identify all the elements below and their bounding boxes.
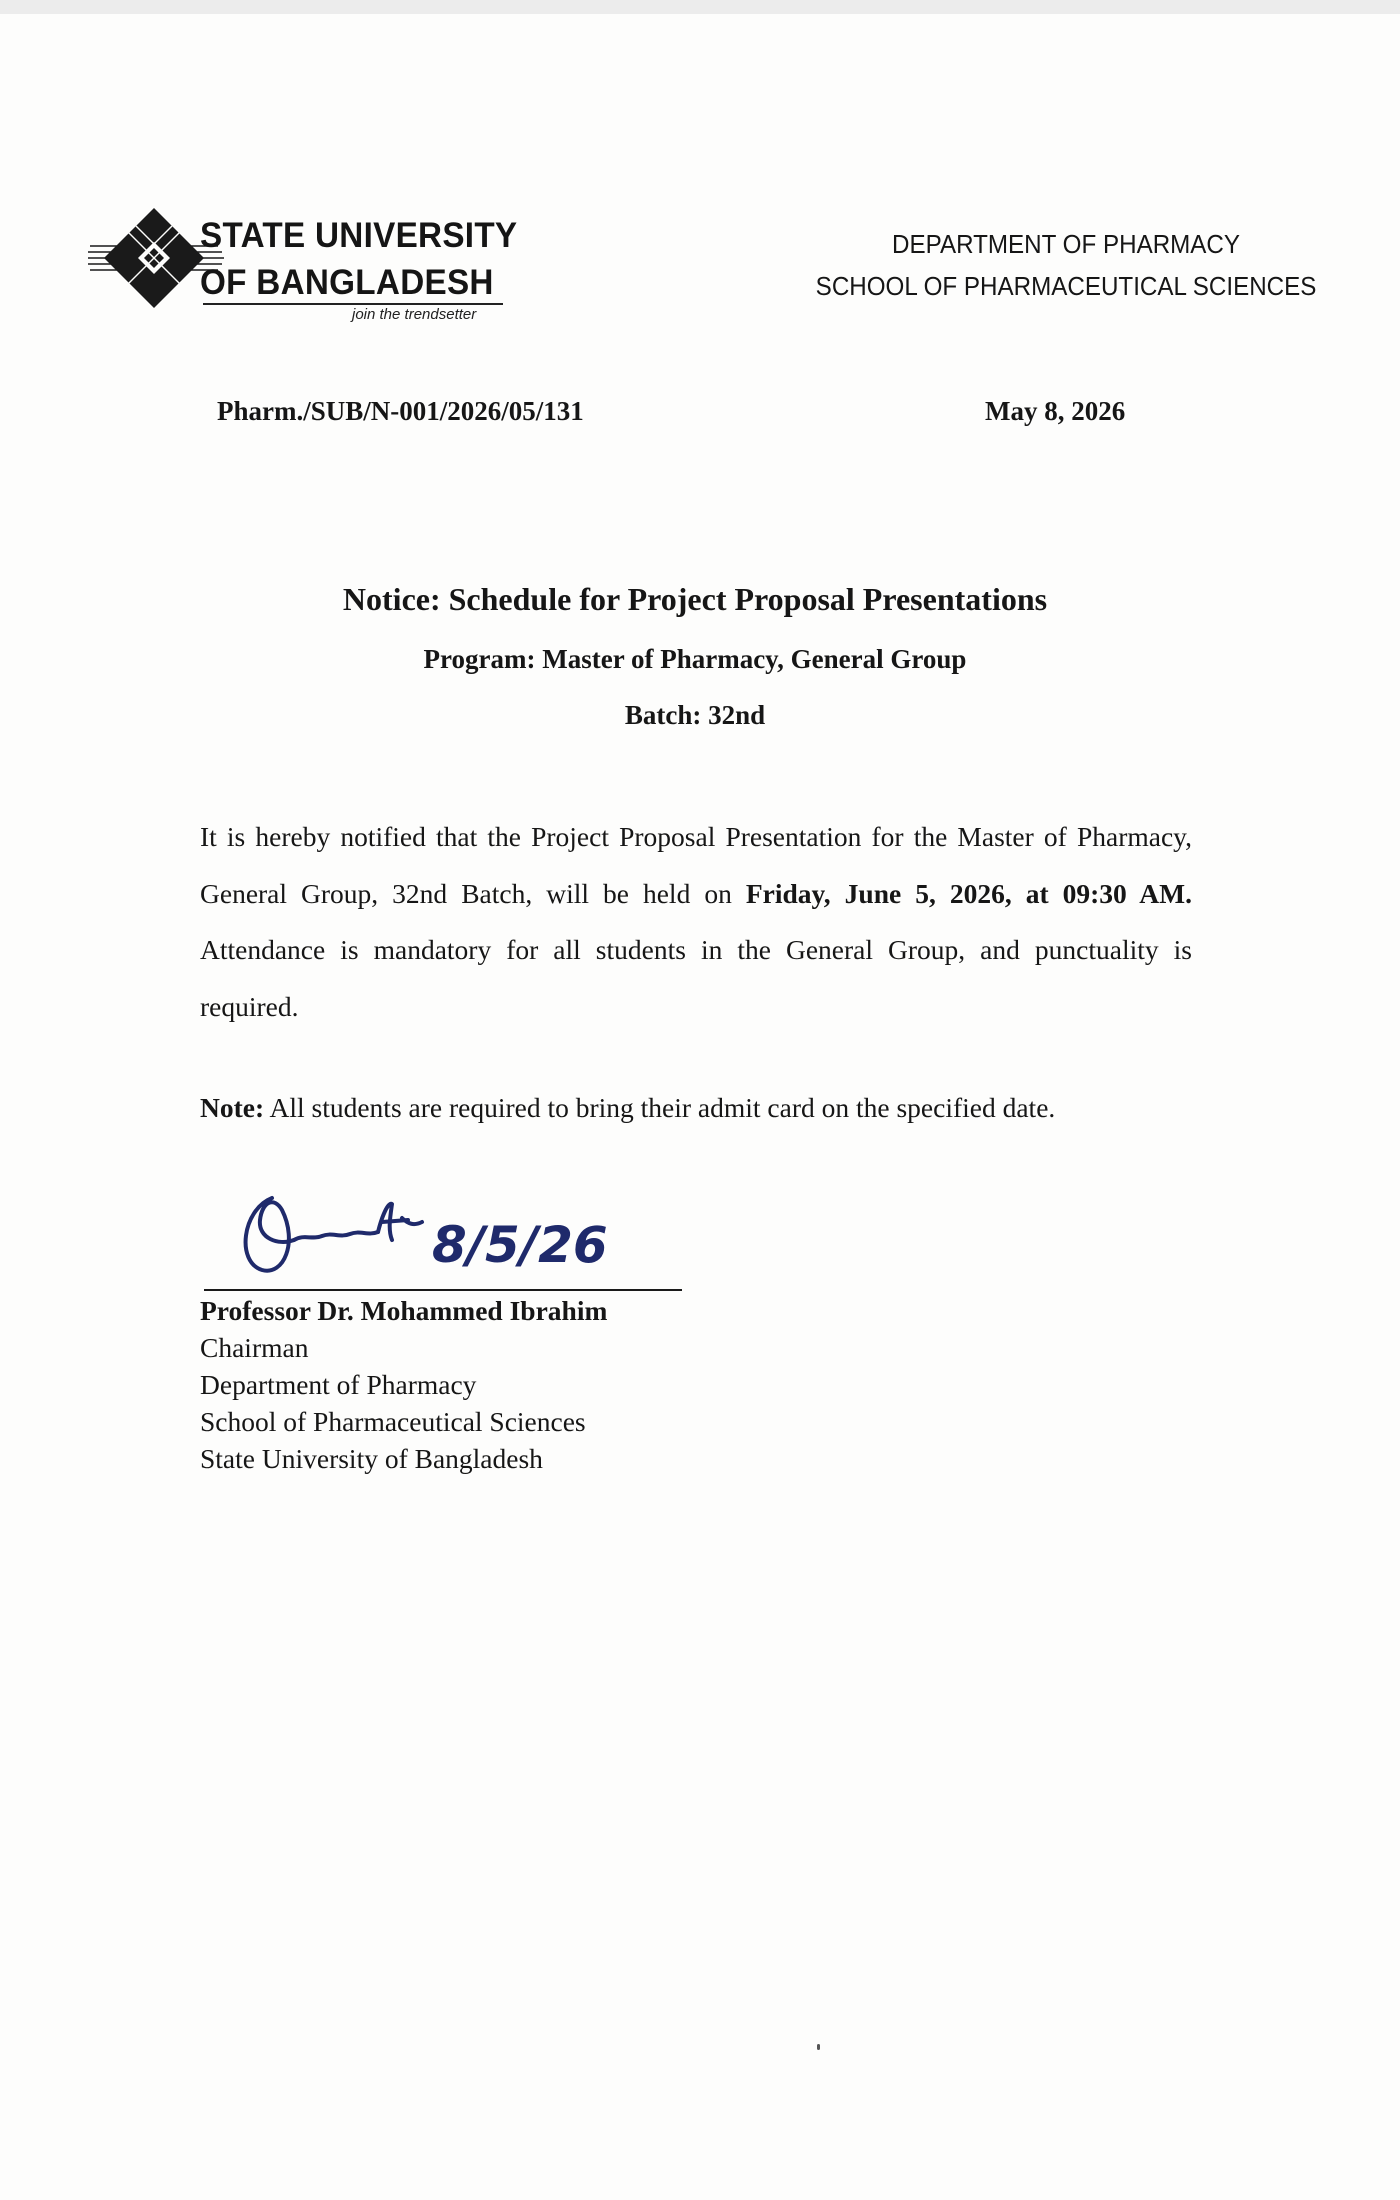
reference-number: Pharm./SUB/N-001/2026/05/131 [217,396,584,426]
signature-date: 8/5/26 [432,1216,608,1274]
note [200,1088,1055,1128]
notice-page [0,14,1400,2200]
signatory-department: Department of Pharmacy [200,1369,477,1400]
signatory-university: State University of Bangladesh [200,1443,543,1474]
notice-title: Notice: Schedule for Project Proposal Presentations [342,581,1048,617]
signatory-name: Professor Dr. Mohammed Ibrahim [200,1295,608,1326]
notice-body-outro: Attendance is mandatory for all students in the General Group, and punctuality is required. [200,934,1192,1022]
batch-line: Batch: 32nd [624,700,766,730]
university-tagline: join the trendsetter [352,306,477,323]
signature-line [204,1289,682,1291]
notice-body-intro: It is hereby notified that the Project Proposal Presentation for the Master of Pharmacy, General Group, 32nd Batch, will be held on [200,821,1192,909]
notice-date: May 8, 2026 [985,396,1126,426]
program-line: Program: Master of Pharmacy, General Group [423,644,967,674]
department-name: DEPARTMENT OF PHARMACY [891,229,1240,259]
notice-body [200,809,1192,1035]
note-text: All students are required to bring their admit card on the specified date. [264,1092,1056,1123]
school-name: SCHOOL OF PHARMACEUTICAL SCIENCES [815,271,1316,301]
university-name-line-1: STATE UNIVERSITY [200,216,518,255]
signatory-block [200,1292,607,1477]
presentation-schedule: Friday, June 5, 2026, at 09:30 AM. [745,877,1192,909]
scan-speck [817,2044,820,2050]
university-name-line-2: OF BANGLADESH [200,263,494,302]
signatory-school: School of Pharmaceutical Sciences [200,1406,586,1437]
signatory-title: Chairman [200,1332,309,1363]
note-label: Note: [200,1092,265,1123]
handwritten-signature [232,1182,652,1292]
notice-heading [0,577,1390,733]
letterhead-divider [203,303,503,305]
university-name [200,212,517,306]
department-header [815,223,1316,307]
